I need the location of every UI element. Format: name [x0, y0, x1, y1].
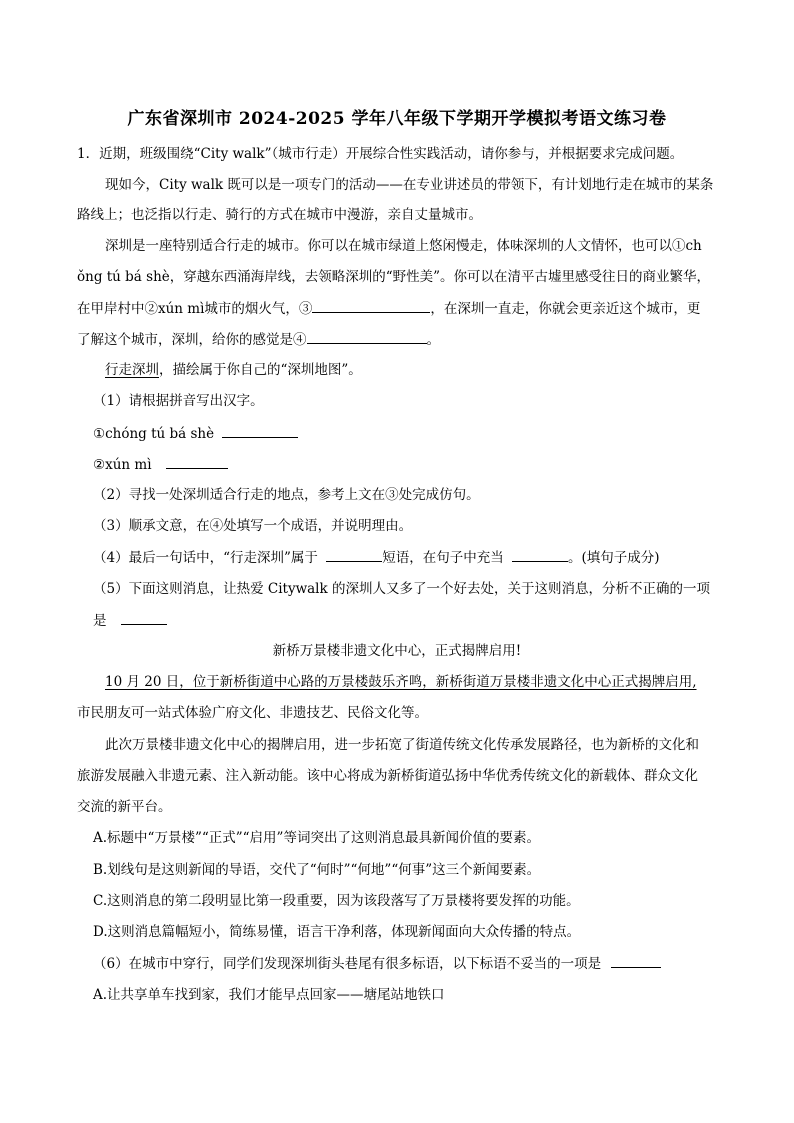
- paragraph-2-line-2: ǒng tú bá shè，穿越东西涌海岸线，去领略深圳的“野性美”。你可以在清平古墟里感受往日的商业繁华，: [77, 269, 711, 285]
- answer-blank-5[interactable]: [121, 610, 167, 625]
- paragraph-1-line-1: 现如今，City walk 既可以是一项专门的活动——在专业讲述员的带领下，有计划地行走在城市的某条: [105, 177, 714, 193]
- sub-question-5-stem-end: 是: [93, 613, 107, 629]
- blank-3[interactable]: [312, 298, 430, 313]
- sub-question-5-line-2: [93, 610, 738, 631]
- news-paragraph-1-line-2: 市民朋友可一站式体验广府文化、非遗技艺、民俗文化等。: [77, 705, 428, 721]
- answer-blank-4b[interactable]: [512, 547, 568, 562]
- page-title: 广东省深圳市 2024-2025 学年八年级下学期开学模拟考语文练习卷: [127, 109, 667, 129]
- sub-question-4-part-1: （4）最后一句话中，“行走深圳”属于: [93, 550, 318, 566]
- sub-question-5-line-1: （5）下面这则消息，让热爱 Citywalk 的深圳人又多了一个好去处，关于这则消息，分析不正确的一项: [93, 581, 710, 597]
- news-lead-underlined: 10 月 20 日，位于新桥街道中心路的万景楼鼓乐齐鸣，新桥街道万景楼非遗文化中心正式揭牌启用,: [105, 674, 697, 690]
- sub-question-1: （1）请根据拼音写出汉字。: [93, 393, 264, 409]
- news-paragraph-2-line-3: 交流的新平台。: [77, 799, 172, 815]
- sub-question-4-part-2: 短语，在句子中充当: [382, 550, 504, 566]
- option-a: A.标题中“万景楼”“正式”“启用”等词突出了这则消息最具新闻价值的要素。: [93, 830, 540, 846]
- paragraph-2-line-4-start: 了解这个城市，深圳，给你的感觉是④: [77, 332, 307, 348]
- pinyin-a: ①chóng tú bá shè: [93, 426, 215, 442]
- news-title: 新桥万景楼非遗文化中心，正式揭牌启用!: [272, 643, 522, 659]
- answer-blank-6[interactable]: [611, 953, 661, 968]
- sub-question-4-part-3: 。(填句子成分): [568, 550, 660, 566]
- news-paragraph-2-line-2: 旅游发展融入非遗元素、注入新动能。该中心将成为新桥街道弘扬中华优秀传统文化的新载体、群众文化: [77, 768, 698, 784]
- answer-blank-1b[interactable]: [166, 454, 228, 469]
- question-1-intro: 1．近期，班级围绕“City walk”（城市行走）开展综合性实践活动，请你参与，并根据要求完成问题。: [77, 146, 684, 162]
- sub-question-6-option-a: A.让共享单车找到家，我们才能早点回家——塘尾站地铁口: [93, 987, 445, 1003]
- paragraph-2-line-4: [77, 329, 722, 350]
- news-paragraph-2-line-1: 此次万景楼非遗文化中心的揭牌启用，进一步拓宽了街道传统文化传承发展路径，也为新桥的文化和: [105, 737, 699, 753]
- paragraph-3: [105, 360, 750, 380]
- pinyin-b: ②xún mì: [93, 457, 152, 473]
- paragraph-1-line-2: 路线上；也泛指以行走、骑行的方式在城市中漫游，亲自丈量城市。: [77, 207, 482, 223]
- paragraph-2-line-3-start: 在甲岸村中②xún mì城市的烟火气，③: [77, 301, 313, 317]
- paragraph-2-line-3-end: ，在深圳一直走，你就会更亲近这个城市，更: [430, 301, 701, 317]
- sub-question-1b: [93, 454, 738, 475]
- answer-blank-4a[interactable]: [326, 547, 382, 562]
- news-lead: [105, 672, 750, 692]
- paragraph-3-rest: ，描绘属于你自己的“深圳地图”。: [159, 362, 362, 378]
- sub-question-3: （3）顺承文意，在④处填写一个成语，并说明理由。: [93, 518, 413, 534]
- paragraph-2-line-1: 深圳是一座特别适合行走的城市。你可以在城市绿道上悠闲慢走，体味深圳的人文情怀，也可以①ch: [105, 238, 702, 254]
- option-b: B.划线句是这则新闻的导语，交代了“何时”“何地”“何事”这三个新闻要素。: [93, 862, 541, 878]
- paragraph-2-line-4-end: 。: [426, 332, 440, 348]
- sub-question-4: [93, 547, 738, 568]
- sub-question-6: [93, 953, 738, 974]
- blank-4[interactable]: [307, 329, 427, 344]
- sub-question-2: （2）寻找一处深圳适合行走的地点，参考上文在③处完成仿句。: [93, 487, 480, 503]
- paragraph-2-line-3: [77, 298, 722, 319]
- answer-blank-1a[interactable]: [222, 423, 298, 438]
- option-c: C.这则消息的第二段明显比第一段重要，因为该段落写了万景楼将要发挥的功能。: [93, 893, 580, 909]
- sub-question-1a: [93, 423, 738, 444]
- option-d: D.这则消息篇幅短小，简练易懂，语言干净利落，体现新闻面向大众传播的特点。: [93, 924, 581, 940]
- underlined-phrase: 行走深圳: [105, 362, 159, 378]
- sub-question-6-stem: （6）在城市中穿行，同学们发现深圳街头巷尾有很多标语，以下标语不妥当的一项是: [93, 956, 602, 972]
